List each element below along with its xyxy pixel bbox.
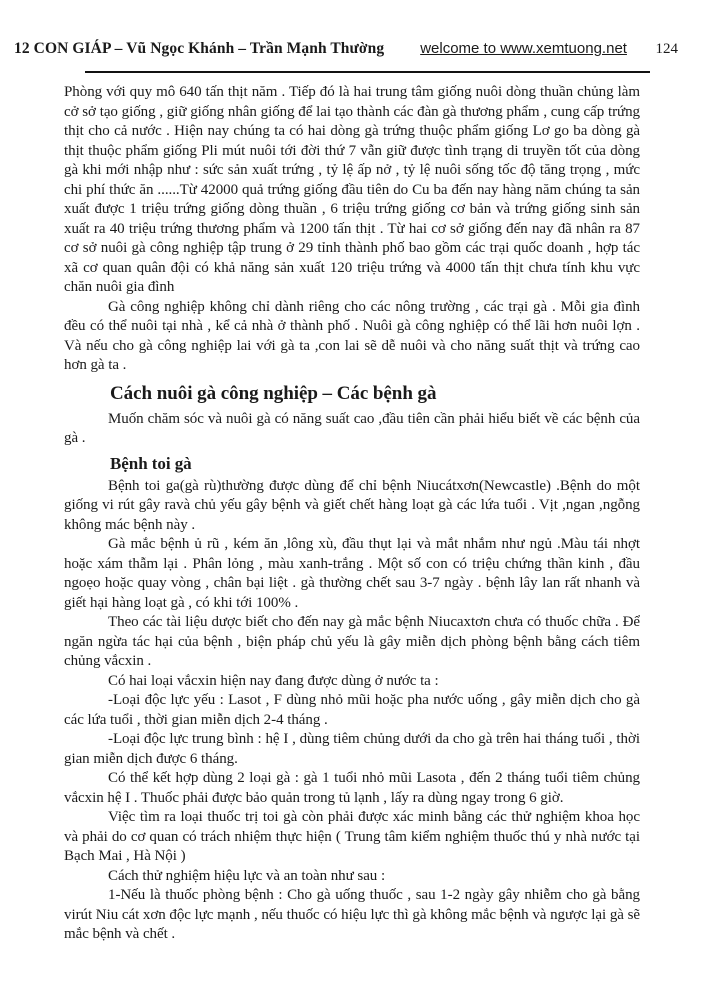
paragraph: Muốn chăm sóc và nuôi gà có năng suất cao ,đầu tiên cần phải hiểu biết về các bệnh của gà . xyxy=(64,410,640,446)
paragraph: Có thể kết hợp dùng 2 loại gà : gà 1 tuổi nhỏ mũi Lasota , đến 2 tháng tuổi tiêm chủng vắcxin hệ I . Thuốc phải được bảo quản trong tủ lạnh , lấy ra dùng ngay trong 6 giờ. xyxy=(64,770,640,806)
paragraph: Cách thử nghiệm hiệu lực và an toàn như sau : xyxy=(108,867,386,884)
paragraph: Bệnh toi ga(gà rù)thường được dùng để chỉ bệnh Niucátxơn(Newcastle) .Bệnh do một giống vi rút gây ravà chủ yếu gây bệnh và giết chết hàng loạt gà các lứa tuổi . Vịt ,ngan ,ngỗng không mác bệnh này . xyxy=(64,477,640,533)
paragraph: Có hai loại vắcxin hiện nay đang được dùng ở nước ta : xyxy=(108,672,439,689)
paragraph: 1-Nếu là thuốc phòng bệnh : Cho gà uống thuốc , sau 1-2 ngày gây nhiễm cho gà bằng virút Niu cát xơn độc lực mạnh , nếu thuốc có hiệu lực thì gà không mắc bệnh và ngược lại gà sẽ mắc bệnh và chết . xyxy=(64,887,640,942)
paragraph: Theo các tài liệu dược biết cho đến nay gà mắc bệnh Niucaxtơn chưa có thuốc chữa . Để ngăn ngừa tác hại của bệnh , biện pháp chủ yếu là gây miễn dịch phòng bệnh bằng cách tiêm chủng vắcxin . xyxy=(64,614,640,669)
paragraph: Gà công nghiệp không chỉ dành riêng cho các nông trường , các trại gà . Mỗi gia đình đều có thể nuôi tại nhà , kể cả nhà ở thành phố . Nuôi gà công nghiệp có thể lãi hơn nuôi lợn . Và nếu cho gà công nghiệp lai với gà ta ,con lai sẽ dễ nuôi và cho năng suất thịt và trứng cao hơn gà ta . xyxy=(64,298,640,373)
document-body xyxy=(64,83,640,945)
paragraph: -Loại độc lực yếu : Lasot , F dùng nhỏ mũi hoặc pha nước uống , gây miễn dịch cho gà các lứa tuổi , thời gian miễn dịch 2-4 tháng . xyxy=(64,692,640,728)
header-rule-divider xyxy=(85,71,650,73)
paragraph: Việc tìm ra loại thuốc trị toi gà còn phải được xác minh bằng các thử nghiệm khoa học và phải do cơ quan có trách nhiệm thực hiện ( Trung tâm kiểm nghiệm thuốc thú y nhà nước tại Bạch Mai , Hà Nội ) xyxy=(64,809,640,864)
page-number: 124 xyxy=(655,41,678,57)
paragraph: Gà mắc bệnh ủ rũ , kém ăn ,lông xù, đầu thụt lại và mắt nhắm như ngủ .Màu tái nhợt hoặc xám thẫm lại . Phân lỏng , màu xanh-trắng . Một số con có triệu chứng thần kinh , đầu ngoẹo hoặc quay vòng , chân bại liệt . gà thường chết sau 3-7 ngày . bệnh lây lan rất nhanh và giết hại hàng loạt gà , có khi tới 100% . xyxy=(64,536,640,611)
paragraph: -Loại độc lực trung bình : hệ I , dùng tiêm chủng dưới da cho gà trên hai tháng tuổi , thời gian miễn dịch được 6 tháng. xyxy=(64,731,640,767)
header-website-link[interactable]: welcome to www.xemtuong.net xyxy=(420,40,627,57)
page-header xyxy=(0,0,702,58)
header-title: 12 CON GIÁP – Vũ Ngọc Khánh – Trần Mạnh Thường xyxy=(14,40,385,57)
subsection-heading: Bệnh toi gà xyxy=(110,453,192,473)
paragraph: Phòng với quy mô 640 tấn thịt năm . Tiếp đó là hai trung tâm giống nuôi dòng thuần chủng làm cở sở tạo giống , giữ giống nhân giống để lai tạo thành các đàn gà thương phẩm , cung cấp trứng thịt cho cả nước . Hiện nay chúng ta có hai dòng gà trứng thuộc phẩm giống Lơ go ba dòng gà thịt thuộc phẩm giống Pli mút nuôi tới đời thứ 7 vẫn giữ được tình trạng di truyền tốt của dòng gà khi mới nhập như : sức sản xuất trứng , tỷ lệ ấp nở , tỷ lệ nuôi sống tốc độ tăng trọng , mức chi phí thức ăn ......Từ 42000 quả trứng giống đầu tiên do Cu ba đến nay hàng năm chúng ta sản xuất được 1 triệu trứng giống dòng thuần , 6 triệu trứng giống cơ bản và trứng giống sinh sản xuất ra 40 triệu trứng thương phẩm và 1200 tấn thịt . Từ hai cơ sở giống đến nay đã nhân ra 87 cơ sở nuôi gà công nghiệp tập trung ở 29 tỉnh thành phố bao gồm các trại quốc doanh , hợp tác xã cơ quan quân đội có khả năng sản xuất 120 triệu trứng và 4000 tấn thịt chưa tính khu vực chăn nuôi gia đình xyxy=(64,84,640,295)
section-heading: Cách nuôi gà công nghiệp – Các bệnh gà xyxy=(110,382,437,404)
